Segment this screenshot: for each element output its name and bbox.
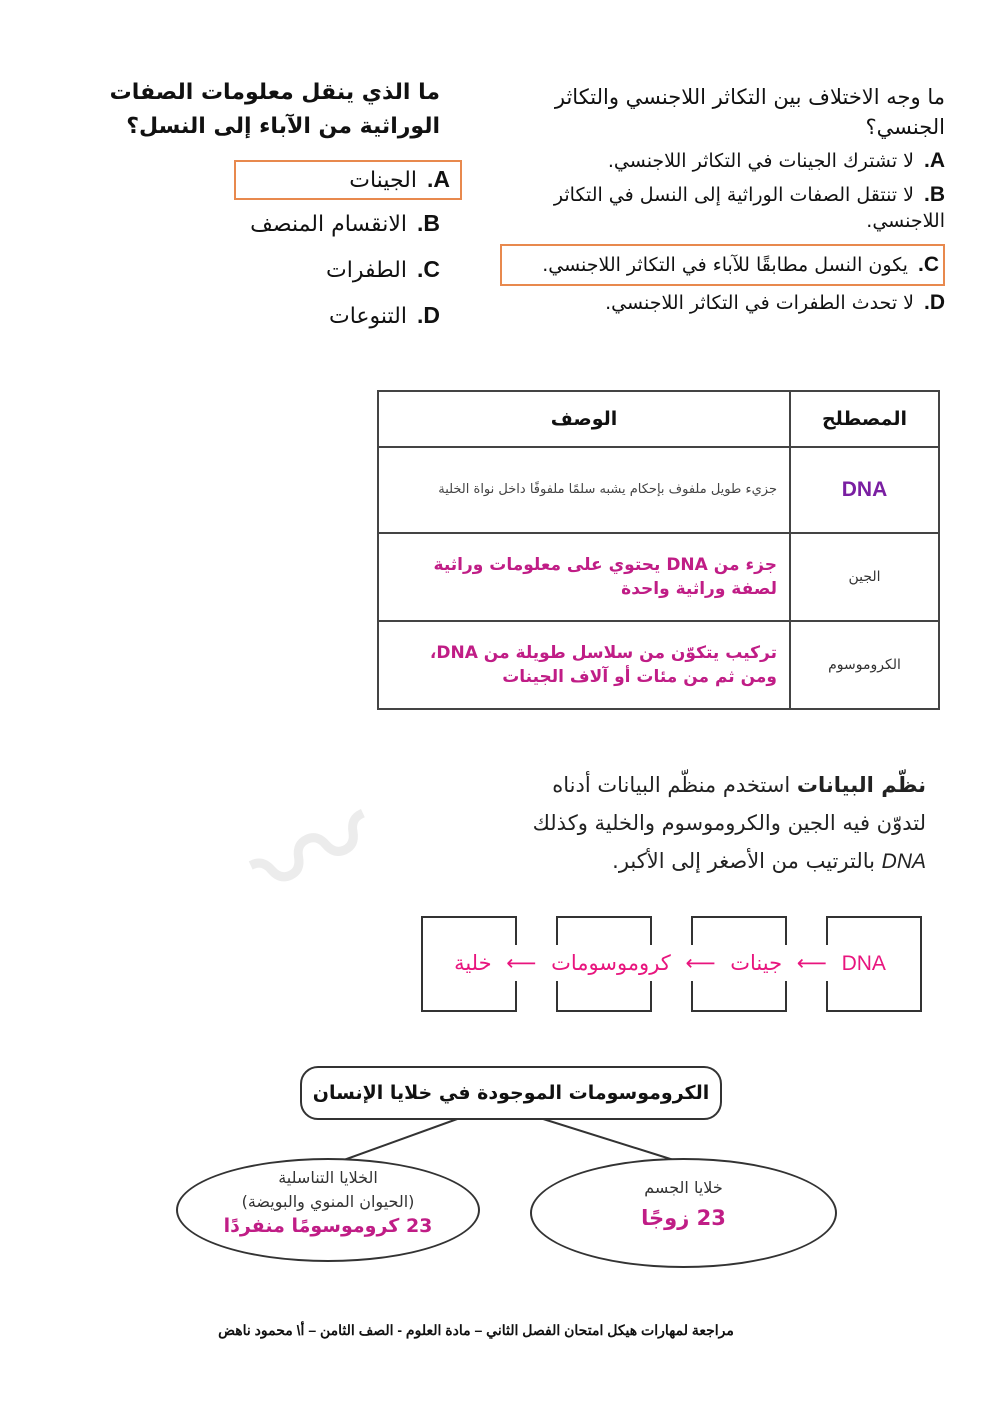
q2-option-b[interactable]: B.الانقسام المنصف — [250, 210, 440, 237]
arrow-icon: ⟵ — [796, 951, 827, 975]
seq-chromosomes: كروموسومات — [551, 951, 671, 975]
q1-option-c[interactable]: C.يكون النسل مطابقًا للآباء في التكاثر اللاجنسي. — [500, 244, 945, 286]
organize-heading: نظّم البيانات — [796, 773, 926, 797]
desc-dna: جزيء طويل ملفوف بإحكام يشبه سلمًا ملفوفًا داخل نواة الخلية — [378, 447, 790, 533]
reproductive-cells-ellipse: الخلايا التناسلية (الحيوان المنوي والبويضة) 23 كروموسومًا منفردًا — [176, 1158, 480, 1262]
q2-option-c[interactable]: C.الطفرات — [326, 256, 440, 283]
q1-option-a[interactable]: A.لا تشترك الجينات في التكاثر اللاجنسي. — [607, 149, 945, 172]
seq-dna: DNA — [841, 952, 886, 975]
seq-cell: خلية — [454, 951, 492, 975]
term-chromosome: الكروموسوم — [790, 621, 939, 709]
desc-chromosome: تركيب يتكوّن من سلاسل طويلة من DNA، ومن ثم من مئات أو آلاف الجينات — [378, 621, 790, 709]
question-1-title: ما وجه الاختلاف بين التكاثر اللاجنسي والتكاثر الجنسي؟ — [554, 85, 945, 139]
seq-genes: جينات — [730, 951, 783, 975]
q1-option-b[interactable]: B.لا تنتقل الصفات الوراثية إلى النسل في التكاثر اللاجنسي. — [553, 183, 945, 232]
term-dna: DNA — [790, 447, 939, 533]
organize-instructions: نظّم البيانات استخدم منظّم البيانات أدناه لتدوّن فيه الجين والكروموسوم والخلية وكذلك DNA بالترتيب من الأصغر إلى الأكبر. — [532, 773, 926, 873]
header-desc: الوصف — [378, 391, 790, 447]
q2-option-a[interactable]: A.الجينات — [234, 160, 462, 200]
arrow-icon: ⟵ — [685, 951, 716, 975]
diagram-title: الكروموسومات الموجودة في خلايا الإنسان — [300, 1066, 722, 1120]
watermark: 〰 — [230, 767, 399, 944]
body-cells-ellipse: خلايا الجسم 23 زوجًا — [530, 1158, 837, 1268]
q1-option-d[interactable]: D.لا تحدث الطفرات في التكاثر اللاجنسي. — [605, 291, 945, 314]
arrow-icon: ⟵ — [506, 951, 537, 975]
q2-option-d[interactable]: D.التنوعات — [328, 302, 440, 329]
desc-gene: جزء من DNA يحتوي على معلومات وراثية لصفة وراثية واحدة — [378, 533, 790, 621]
term-gene: الجين — [790, 533, 939, 621]
connector-right — [540, 1118, 680, 1162]
question-2-title: ما الذي ينقل معلومات الصفات الوراثية من الآباء إلى النسل؟ — [109, 80, 440, 139]
footer: مراجعة لمهارات هيكل امتحان الفصل الثاني – مادة العلوم - الصف الثامن – أ\ محمود ناهض — [218, 1322, 734, 1338]
header-term: المصطلح — [790, 391, 939, 447]
